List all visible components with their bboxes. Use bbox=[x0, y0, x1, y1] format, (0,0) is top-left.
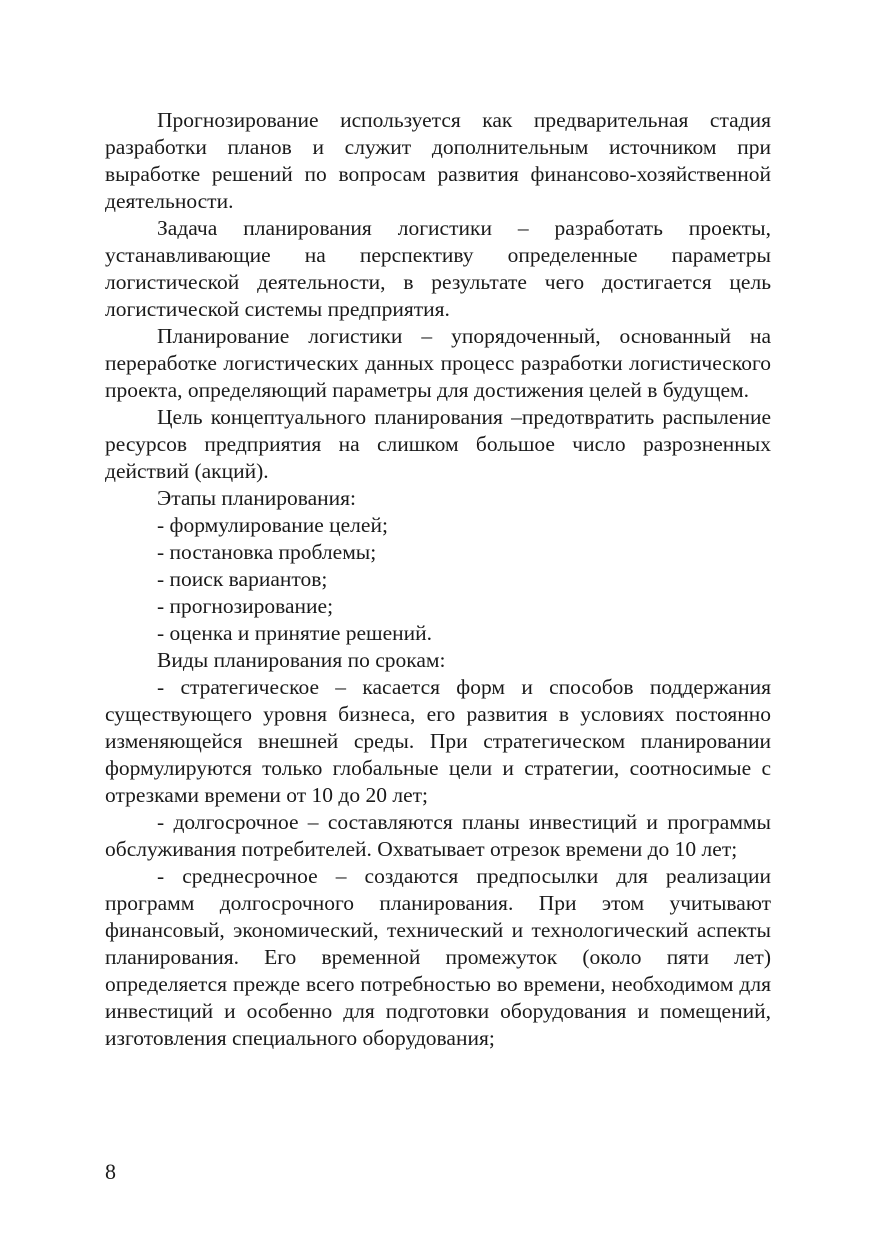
list-item: - формулирование целей; bbox=[157, 513, 388, 537]
term-long-term: - долгосрочное – составляются планы инвестиций и программы обслуживания потребителей. Охватывает отрезок времени до 10 лет; bbox=[105, 810, 771, 861]
list-item: - постановка проблемы; bbox=[157, 540, 377, 564]
page-number: 8 bbox=[105, 1159, 116, 1184]
list-item: - поиск вариантов; bbox=[157, 567, 328, 591]
list-item: - оценка и принятие решений. bbox=[157, 621, 433, 645]
paragraph-planning-task: Задача планирования логистики – разработать проекты, устанавливающие на перспективу определенные параметры логистической деятельности, в результате чего достигается цель логистической системы предприятия. bbox=[105, 216, 771, 321]
term-strategic: - стратегическое – касается форм и способов поддержания существующего уровня бизнеса, его развития в условиях постоянно изменяющейся внешней среды. При стратегическом планировании формулируются только глобальные цели и стратегии, соотносимые с отрезками времени от 10 до 20 лет; bbox=[105, 675, 771, 807]
term-medium-term: - среднесрочное – создаются предпосылки для реализации программ долгосрочного планирования. При этом учитывают финансовый, экономический, технический и технологический аспекты планирования. Его временной промежуток (около пяти лет) определяется прежде всего потребностью во времени, необходимом для инвестиций и особенно для подготовки оборудования и помещений, изготовления специального оборудования; bbox=[105, 864, 771, 1050]
terms-heading: Виды планирования по срокам: bbox=[157, 648, 446, 672]
paragraph-forecasting: Прогнозирование используется как предварительная стадия разработки планов и служит дополнительным источником при выработке решений по вопросам развития финансово-хозяйственной деятельности. bbox=[105, 108, 771, 213]
list-item: - прогнозирование; bbox=[157, 594, 334, 618]
stages-heading: Этапы планирования: bbox=[157, 486, 357, 510]
paragraph-conceptual-goal: Цель концептуального планирования –предотвратить распыление ресурсов предприятия на слишком большое число разрозненных действий (акций). bbox=[105, 405, 771, 483]
body-text bbox=[105, 107, 771, 1052]
paragraph-planning-definition: Планирование логистики – упорядоченный, основанный на переработке логистических данных процесс разработки логистического проекта, определяющий параметры для достижения целей в будущем. bbox=[105, 324, 771, 402]
